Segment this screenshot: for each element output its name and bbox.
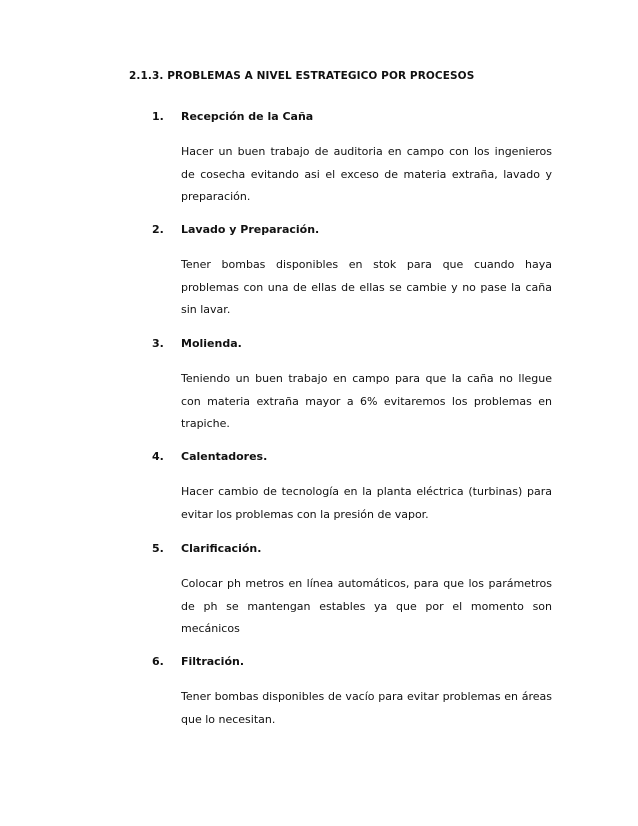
item-title bbox=[152, 539, 552, 559]
item-title bbox=[152, 220, 552, 240]
list-item-recepcion bbox=[152, 107, 552, 209]
list-item-lavado bbox=[152, 220, 552, 322]
item-number: 5. bbox=[152, 542, 164, 555]
item-body: Tener bombas disponibles en stok para que cuando haya problemas con una de ellas de ellas se cambie y no pase la caña sin lavar. bbox=[181, 258, 552, 316]
item-body: Colocar ph metros en línea automáticos, para que los parámetros de ph se mantengan estables ya que por el momento son mecánicos bbox=[181, 577, 552, 635]
list-item-clarificacion bbox=[152, 539, 552, 641]
item-body: Hacer cambio de tecnología en la planta eléctrica (turbinas) para evitar los problemas con la presión de vapor. bbox=[181, 485, 552, 521]
item-number: 2. bbox=[152, 223, 164, 236]
item-title bbox=[152, 107, 552, 127]
item-title-text: Calentadores. bbox=[181, 450, 268, 463]
item-number: 6. bbox=[152, 655, 164, 668]
item-title-text: Recepción de la Caña bbox=[181, 110, 314, 123]
item-number: 3. bbox=[152, 337, 164, 350]
list-item-molienda bbox=[152, 334, 552, 436]
item-title-text: Filtración. bbox=[181, 655, 245, 668]
item-title bbox=[152, 334, 552, 354]
item-title-text: Molienda. bbox=[181, 337, 242, 350]
list-item-filtracion bbox=[152, 652, 552, 731]
item-number: 4. bbox=[152, 450, 164, 463]
item-title-text: Clarificación. bbox=[181, 542, 262, 555]
item-body: Teniendo un buen trabajo en campo para que la caña no llegue con materia extraña mayor a 6% evitaremos los problemas en trapiche. bbox=[181, 372, 552, 430]
item-title-text: Lavado y Preparación. bbox=[181, 223, 320, 236]
item-title bbox=[152, 652, 552, 672]
item-body: Hacer un buen trabajo de auditoria en campo con los ingenieros de cosecha evitando asi el exceso de materia extraña, lavado y preparación. bbox=[181, 145, 552, 203]
item-number: 1. bbox=[152, 110, 164, 123]
section-heading: 2.1.3. PROBLEMAS A NIVEL ESTRATEGICO POR PROCESOS bbox=[129, 70, 475, 82]
list-item-calentadores bbox=[152, 447, 552, 526]
item-title bbox=[152, 447, 552, 467]
item-body: Tener bombas disponibles de vacío para evitar problemas en áreas que lo necesitan. bbox=[181, 690, 552, 726]
